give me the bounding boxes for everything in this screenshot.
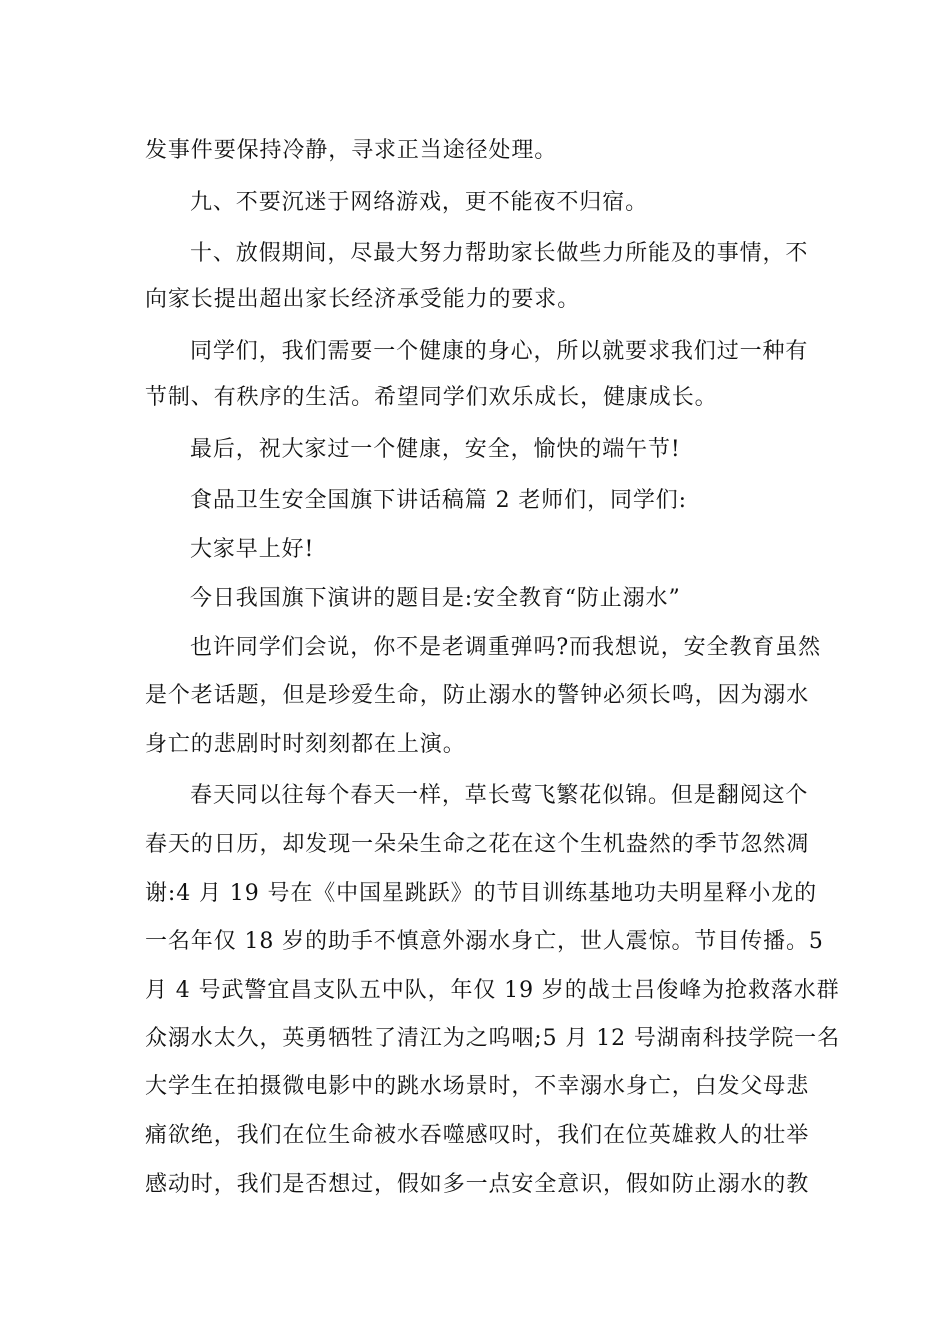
text-line: 向家长提出超出家长经济承受能力的要求。 (145, 287, 581, 312)
text-line: 身亡的悲剧时时刻刻都在上演。 (145, 732, 466, 757)
text-line: 节制、有秩序的生活。希望同学们欢乐成长，健康成长。 (145, 385, 718, 410)
text-line: 大学生在拍摄微电影中的跳水场景时，不幸溺水身亡，白发父母悲 (145, 1074, 810, 1099)
text-line: 谢:4 月 19 号在《中国星跳跃》的节目训练基地功夫明星释小龙的 (145, 881, 818, 906)
text-line: 感动时，我们是否想过，假如多一点安全意识，假如防止溺水的教 (145, 1172, 810, 1197)
text-line: 大家早上好! (190, 537, 315, 562)
text-line: 发事件要保持冷静，寻求正当途径处理。 (145, 138, 558, 163)
text-line: 痛欲绝，我们在位生命被水吞噬感叹时，我们在位英雄救人的壮举 (145, 1123, 810, 1148)
text-line: 众溺水太久，英勇牺牲了清江为之呜咽;5 月 12 号湖南科技学院一名 (145, 1026, 840, 1051)
text-line: 是个老话题，但是珍爱生命，防止溺水的警钟必须长鸣，因为溺水 (145, 683, 810, 708)
text-line: 春天的日历，却发现一朵朵生命之花在这个生机盎然的季节忽然凋 (145, 832, 810, 857)
text-line: 月 4 号武警宜昌支队五中队，年仅 19 岁的战士吕俊峰为抢救落水群 (145, 978, 840, 1003)
text-line: 也许同学们会说，你不是老调重弹吗?而我想说，安全教育虽然 (190, 635, 821, 660)
text-line: 食品卫生安全国旗下讲话稿篇 2 老师们，同学们: (190, 488, 687, 513)
text-line: 九、不要沉迷于网络游戏，更不能夜不归宿。 (190, 190, 649, 215)
text-line: 今日我国旗下演讲的题目是:安全教育“防止溺水” (190, 586, 681, 611)
text-line: 一名年仅 18 岁的助手不慎意外溺水身亡，世人震惊。节目传播。5 (145, 929, 824, 954)
text-line: 同学们，我们需要一个健康的身心，所以就要求我们过一种有 (190, 339, 809, 364)
text-line: 春天同以往每个春天一样，草长莺飞繁花似锦。但是翻阅这个 (190, 783, 809, 808)
text-line: 最后，祝大家过一个健康，安全，愉快的端午节! (190, 437, 681, 462)
text-line: 十、放假期间，尽最大努力帮助家长做些力所能及的事情，不 (190, 241, 809, 266)
